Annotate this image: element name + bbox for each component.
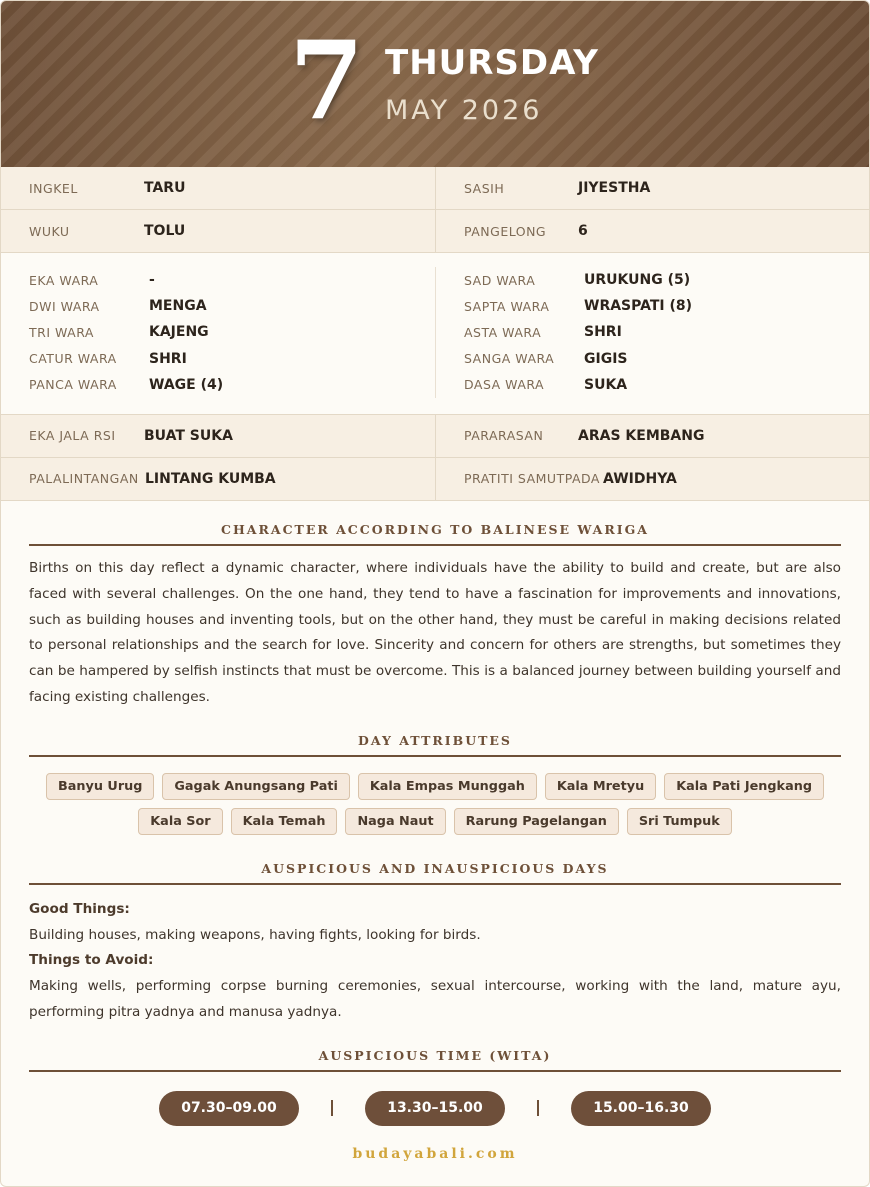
good-things-heading: Good Things: (29, 900, 130, 917)
attribute-tag[interactable]: Kala Temah (231, 808, 338, 835)
site-footer-link[interactable]: budayabali.com (352, 1145, 518, 1162)
wara-row (1, 293, 435, 319)
catur-wara-value: SHRI (149, 350, 187, 367)
wara-row (436, 372, 869, 398)
sad-wara-value: URUKUNG (5) (584, 272, 691, 289)
wara-row (1, 372, 435, 398)
dasa-wara-label: DASA WARA (464, 377, 545, 393)
panca-wara-label: PANCA WARA (29, 377, 117, 393)
dasa-wara-value: SUKA (584, 376, 628, 393)
info-cell-pararasan (435, 415, 869, 457)
month-year: MAY 2026 (385, 95, 543, 126)
info-row-ingkel-sasih (1, 167, 869, 210)
wara-row (436, 267, 869, 293)
wuku-value: TOLU (144, 223, 186, 239)
wara-left-column (1, 267, 435, 398)
dwi-wara-label: DWI WARA (29, 298, 100, 314)
sapta-wara-value: WRASPATI (8) (584, 298, 693, 315)
dwi-wara-value: MENGA (149, 298, 207, 315)
sasih-label: SASIH (464, 180, 505, 196)
time-separator (537, 1100, 539, 1116)
time-slot-list (1, 1091, 869, 1126)
attribute-tag[interactable]: Rarung Pagelangan (454, 808, 619, 835)
auspicious-time-section-title: AUSPICIOUS TIME (WITA) (29, 1048, 841, 1072)
sanga-wara-value: GIGIS (584, 350, 628, 367)
catur-wara-label: CATUR WARA (29, 351, 117, 367)
auspicious-details (29, 897, 841, 1026)
info-cell-ingkel (1, 167, 435, 209)
info-cell-wuku (1, 210, 435, 252)
auspicious-section-title: AUSPICIOUS AND INAUSPICIOUS DAYS (29, 861, 841, 885)
info-cell-sasih (435, 167, 869, 209)
things-to-avoid-heading: Things to Avoid: (29, 952, 154, 969)
eka-jala-rsi-label: EKA JALA RSI (29, 428, 116, 444)
pararasan-label: PARARASAN (464, 428, 544, 444)
day-number: 7 (289, 18, 365, 144)
attribute-tag[interactable]: Sri Tumpuk (627, 808, 732, 835)
sanga-wara-label: SANGA WARA (464, 351, 555, 367)
attribute-tag[interactable]: Kala Sor (138, 808, 222, 835)
sad-wara-label: SAD WARA (464, 272, 536, 288)
wara-row (436, 293, 869, 319)
pangelong-label: PANGELONG (464, 223, 547, 239)
ingkel-value: TARU (144, 180, 186, 196)
attributes-section-title: DAY ATTRIBUTES (29, 733, 841, 757)
attribute-tag[interactable]: Gagak Anungsang Pati (162, 773, 349, 800)
wara-right-column (435, 267, 869, 398)
asta-wara-label: ASTA WARA (464, 324, 542, 340)
pratiti-samutpada-label: PRATITI SAMUTPADA (464, 471, 600, 487)
info-cell-eka-jala-rsi (1, 415, 435, 457)
pangelong-value: 6 (578, 223, 588, 239)
info-row-jala-pararasan (1, 415, 869, 458)
time-slot-pill[interactable]: 13.30–15.00 (365, 1091, 505, 1126)
wara-row (1, 346, 435, 372)
attribute-tag-list (29, 773, 841, 835)
info-cell-pratiti-samutpada (435, 458, 869, 500)
wara-row (436, 346, 869, 372)
attribute-tag[interactable]: Kala Pati Jengkang (664, 773, 824, 800)
info-row-palalintangan-pratiti (1, 458, 869, 501)
wara-row (1, 267, 435, 293)
info-row-wuku-pangelong (1, 210, 869, 253)
panca-wara-value: WAGE (4) (149, 376, 224, 393)
wara-table (1, 253, 869, 415)
attribute-tag[interactable]: Naga Naut (345, 808, 445, 835)
asta-wara-value: SHRI (584, 324, 622, 341)
wara-row (436, 319, 869, 345)
character-section-title: CHARACTER ACCORDING TO BALINESE WARIGA (29, 522, 841, 546)
time-separator (331, 1100, 333, 1116)
good-things-text: Building houses, making weapons, having fights, looking for birds. (29, 926, 481, 943)
wara-row (1, 319, 435, 345)
time-slot-pill[interactable]: 15.00–16.30 (571, 1091, 711, 1126)
pratiti-samutpada-value: AWIDHYA (603, 470, 677, 487)
sasih-value: JIYESTHA (578, 180, 651, 196)
time-slot-pill[interactable]: 07.30–09.00 (159, 1091, 299, 1126)
tri-wara-value: KAJENG (149, 324, 209, 341)
info-cell-pangelong (435, 210, 869, 252)
character-description: Births on this day reflect a dynamic character, where individuals have the ability to build and create, but are also faced with several challenges. On the one hand, they tend to have a fascination for improvements and innovations, such as building houses and inventing tools, but on the other hand, they must be careful in making decisions related to personal relationships and the search for love. Sincerity and concern for others are strengths, but sometimes they can be hampered by selfish instincts that must be overcome. This is a balanced journey between building yourself and facing existing challenges. (29, 559, 841, 705)
wuku-label: WUKU (29, 223, 70, 239)
sapta-wara-label: SAPTA WARA (464, 298, 550, 314)
eka-jala-rsi-value: BUAT SUKA (144, 427, 233, 444)
info-cell-palalintangan (1, 458, 435, 500)
tri-wara-label: TRI WARA (29, 324, 94, 340)
pararasan-value: ARAS KEMBANG (578, 427, 705, 444)
date-header (1, 1, 869, 167)
attribute-tag[interactable]: Banyu Urug (46, 773, 154, 800)
attribute-tag[interactable]: Kala Empas Munggah (358, 773, 537, 800)
palalintangan-label: PALALINTANGAN (29, 471, 139, 487)
day-name: THURSDAY (385, 43, 599, 83)
things-to-avoid-text: Making wells, performing corpse burning ceremonies, sexual intercourse, working with the land, mature ayu, performing pitra yadnya and manusa yadnya. (29, 978, 841, 1020)
attribute-tag[interactable]: Kala Mretyu (545, 773, 656, 800)
palalintangan-value: LINTANG KUMBA (145, 470, 276, 487)
ingkel-label: INGKEL (29, 180, 78, 196)
eka-wara-value: - (149, 272, 155, 289)
eka-wara-label: EKA WARA (29, 272, 99, 288)
